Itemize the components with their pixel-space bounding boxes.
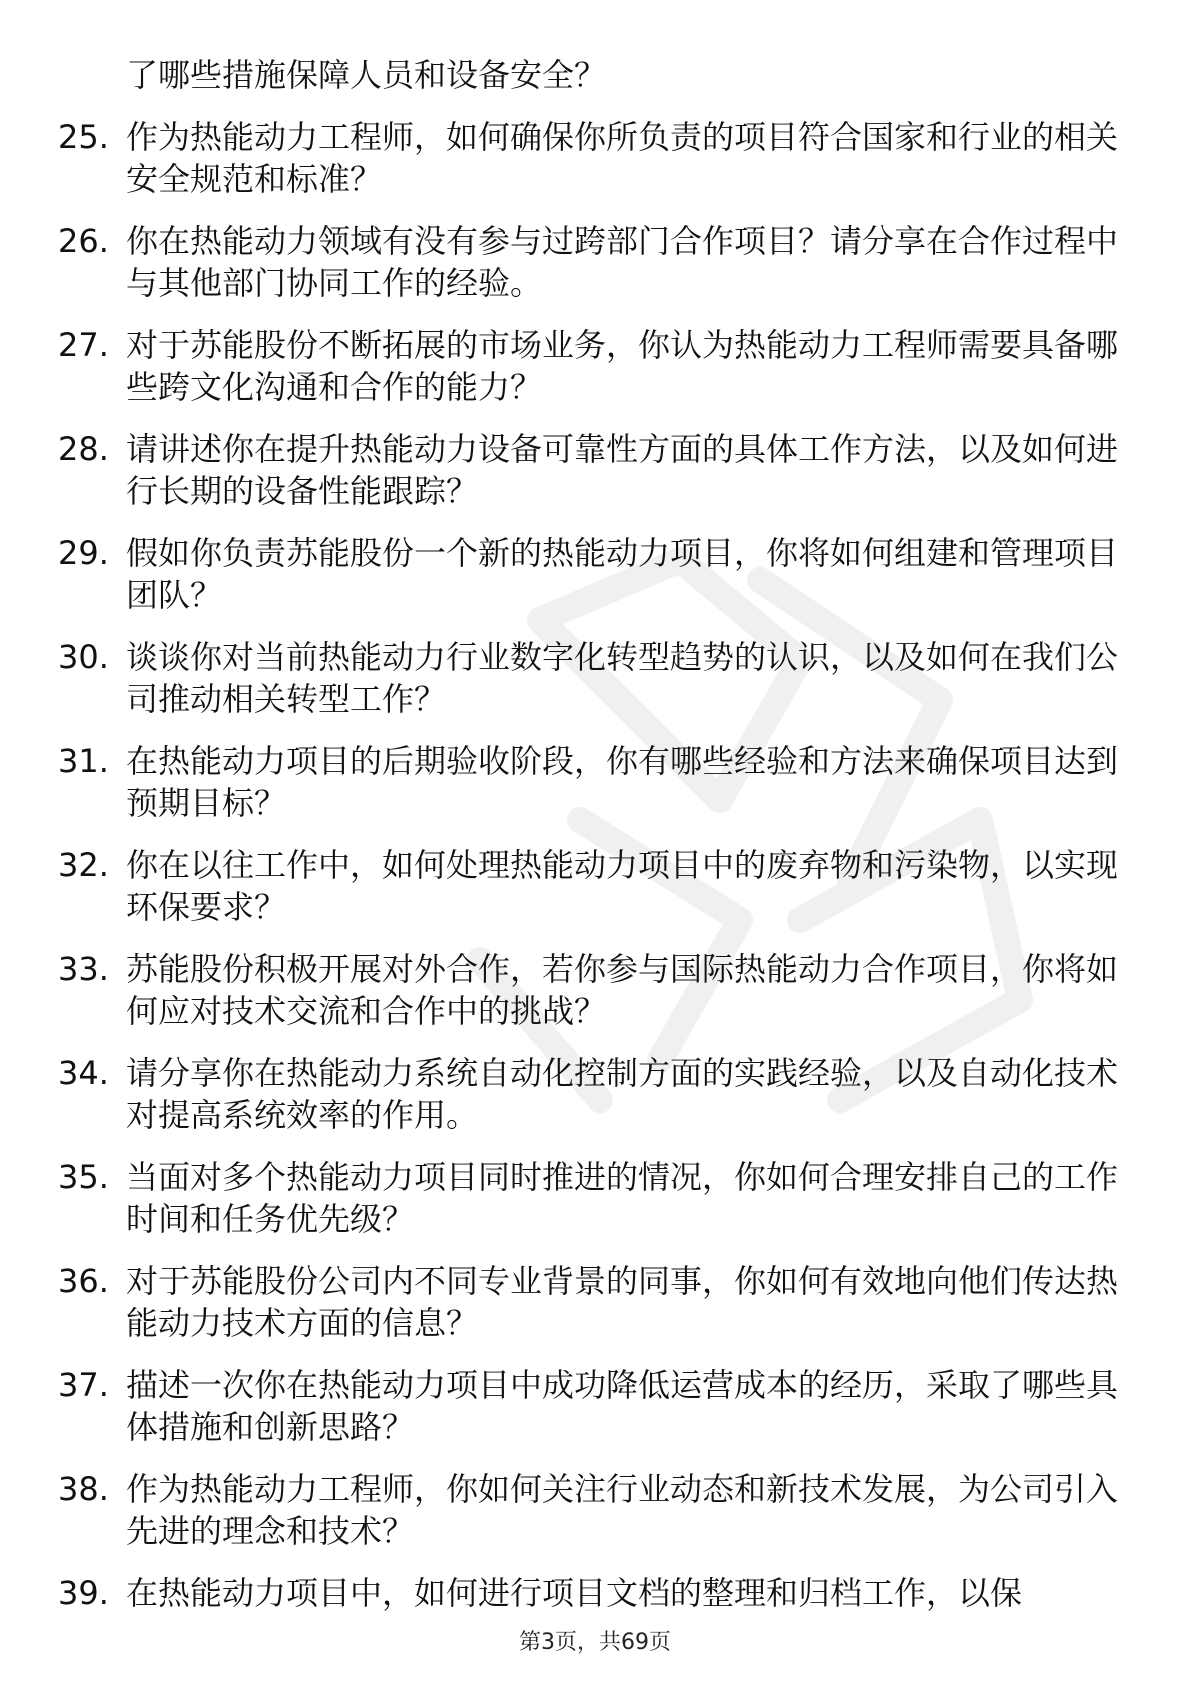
item-number: 26. [58, 222, 109, 260]
list-item [58, 948, 1118, 1032]
item-text: 苏能股份积极开展对外合作，若你参与国际热能动力合作项目，你将如何应对技术交流和合作中的挑战？ [126, 950, 1119, 1030]
item-number: 25. [58, 118, 109, 156]
item-text: 当面对多个热能动力项目同时推进的情况，你如何合理安排自己的工作时间和任务优先级？ [126, 1158, 1119, 1238]
item-number: 28. [58, 430, 109, 468]
list-item [58, 1364, 1118, 1448]
list-item [58, 428, 1118, 512]
item-number: 27. [58, 326, 109, 364]
list-item [58, 1260, 1118, 1344]
item-text: 作为热能动力工程师，如何确保你所负责的项目符合国家和行业的相关安全规范和标准？ [126, 118, 1119, 198]
list-item [58, 1052, 1118, 1136]
list-item [58, 1572, 1118, 1614]
list-item [58, 1468, 1118, 1552]
item-text: 假如你负责苏能股份一个新的热能动力项目，你将如何组建和管理项目团队？ [126, 534, 1119, 614]
item-number: 38. [58, 1470, 109, 1508]
list-item [58, 844, 1118, 928]
item-number: 33. [58, 950, 109, 988]
page-footer [0, 1628, 1190, 1658]
item-text: 作为热能动力工程师，你如何关注行业动态和新技术发展，为公司引入先进的理念和技术？ [126, 1470, 1119, 1550]
list-item [58, 1156, 1118, 1240]
item-text: 你在以往工作中，如何处理热能动力项目中的废弃物和污染物，以实现环保要求？ [126, 846, 1119, 926]
item-text: 在热能动力项目中，如何进行项目文档的整理和归档工作，以保 [126, 1574, 1023, 1612]
item-number: 36. [58, 1262, 109, 1300]
item-text: 谈谈你对当前热能动力行业数字化转型趋势的认识，以及如何在我们公司推动相关转型工作？ [126, 638, 1119, 718]
list-item [58, 54, 1118, 96]
item-number: 35. [58, 1158, 109, 1196]
item-number: 39. [58, 1574, 109, 1612]
item-text: 在热能动力项目的后期验收阶段，你有哪些经验和方法来确保项目达到预期目标？ [126, 742, 1119, 822]
list-item [58, 532, 1118, 616]
item-number: 32. [58, 846, 109, 884]
item-number: 37. [58, 1366, 109, 1404]
list-item [58, 220, 1118, 304]
question-list [58, 54, 1118, 1634]
item-text: 请讲述你在提升热能动力设备可靠性方面的具体工作方法，以及如何进行长期的设备性能跟踪？ [126, 430, 1119, 510]
item-number: 31. [58, 742, 109, 780]
item-text: 对于苏能股份不断拓展的市场业务，你认为热能动力工程师需要具备哪些跨文化沟通和合作的能力？ [126, 326, 1119, 406]
page-number-label: 第3页，共69页 [519, 1630, 671, 1655]
item-text: 你在热能动力领域有没有参与过跨部门合作项目？请分享在合作过程中与其他部门协同工作的经验。 [126, 222, 1119, 302]
list-item [58, 636, 1118, 720]
item-number: 29. [58, 534, 109, 572]
item-number: 34. [58, 1054, 109, 1092]
list-item [58, 116, 1118, 200]
item-number: 30. [58, 638, 109, 676]
item-text: 请分享你在热能动力系统自动化控制方面的实践经验，以及自动化技术对提高系统效率的作用。 [126, 1054, 1119, 1134]
item-text: 了哪些措施保障人员和设备安全？ [126, 56, 607, 94]
list-item [58, 740, 1118, 824]
item-text: 描述一次你在热能动力项目中成功降低运营成本的经历，采取了哪些具体措施和创新思路？ [126, 1366, 1119, 1446]
item-text: 对于苏能股份公司内不同专业背景的同事，你如何有效地向他们传达热能动力技术方面的信息？ [126, 1262, 1119, 1342]
list-item [58, 324, 1118, 408]
